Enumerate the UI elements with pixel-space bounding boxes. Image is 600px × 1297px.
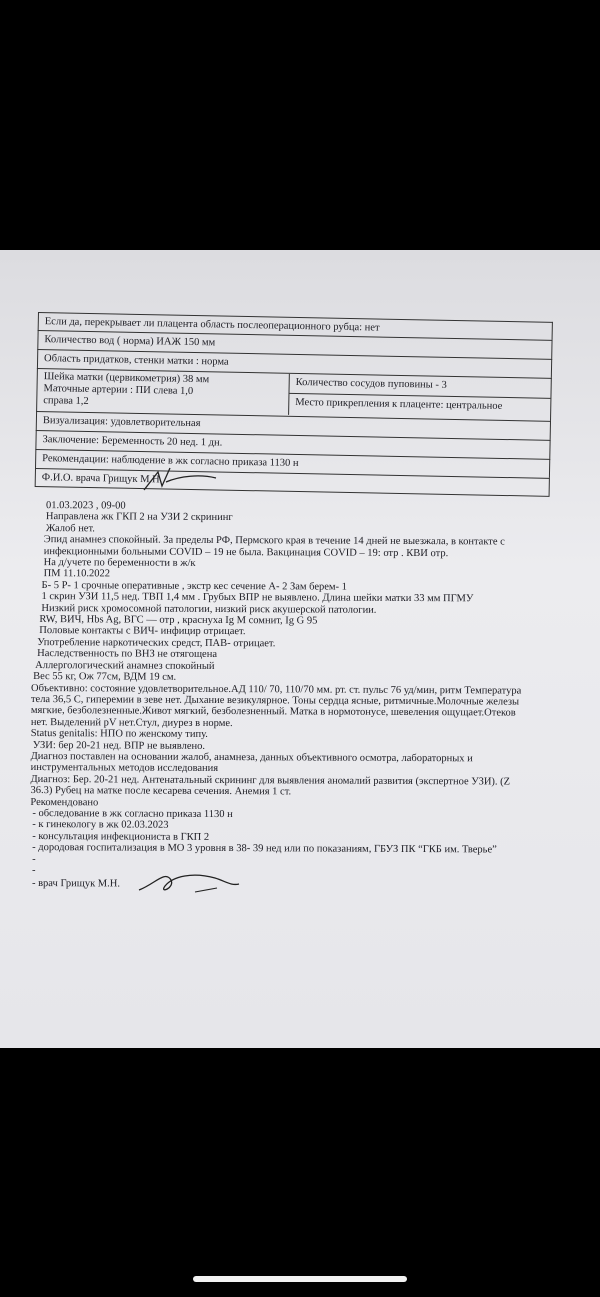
home-indicator[interactable] [193, 1276, 407, 1282]
note-line: 36.3) Рубец на матке после кесарева сечения. Анемия 1 ст. [30, 785, 292, 798]
water-row: Количество вод ( норма) ИАЖ 150 мм [37, 330, 552, 359]
uterine-arteries-right-text: справа 1,2 [43, 395, 89, 407]
note-line: Аллергологический анамнез спокойный [35, 659, 215, 672]
note-line: RW, ВИЧ, Hbs Ag, ВГС — отр , краснуха Ig M сомнит, Ig G 95 [39, 614, 318, 627]
note-line: - [32, 853, 36, 865]
note-line: ПМ 11.10.2022 [43, 568, 111, 580]
note-line: Диагноз поставлен на основании жалоб, анамнеза, данных объективного осмотра, лабораторных и [30, 750, 473, 765]
cervix-text: Шейка матки (цервикометрия) 38 мм [43, 371, 210, 386]
document-page [0, 250, 600, 1048]
note-line: Рекомендовано [30, 796, 99, 808]
uterine-arteries-text: Маточные артерии : ПИ слева 1,0 [43, 383, 194, 397]
note-line: Низкий риск хромосомной патологии, низкий риск акушерской патологии. [41, 602, 377, 616]
visualization-row: Визуализация: удовлетворительная [36, 411, 551, 440]
note-line: нет. Выделений pV нет.Стул, диурез в норме. [30, 716, 233, 729]
note-line: Эпид анамнез спокойный. За пределы РФ, Пермского края в течение 14 дней не выезжала, в контакте с [43, 534, 505, 548]
vessels-cell: Количество сосудов пуповины - 3 [289, 374, 550, 399]
conclusion-row: Заключение: Беременность 20 нед. 1 дн. [35, 430, 550, 459]
note-line: Б- 5 Р- 1 срочные оперативные , экстр кес сечение А- 2 Зам берем- 1 [41, 579, 347, 593]
note-line: - [32, 865, 36, 877]
note-line: Жалоб нет. [45, 522, 95, 535]
placenta-scar-row: Если да, перекрывает ли плацента область послеоперационного рубца: нет [38, 312, 553, 340]
note-line: Status genitalis: НПО по женскому типу. [30, 728, 208, 741]
medical-notes [28, 500, 550, 893]
note-line: Направлена жк ГКП 2 на УЗИ 2 скрининг [45, 511, 233, 524]
note-line: Вес 55 кг, Ож 77см, ВДМ 19 см. [33, 671, 177, 683]
placenta-site-cell: Место прикрепления к плаценте: центральное [295, 396, 503, 412]
signature-1 [140, 462, 220, 496]
signature-2 [135, 862, 245, 902]
note-line: 01.03.2023 , 09-00 [45, 500, 126, 512]
doctor-row: Ф.И.О. врача Грищук М.Н. [35, 468, 550, 497]
note-line: Половые контакты с ВИЧ- инфицир отрицает. [39, 625, 246, 638]
cervix-cell [37, 369, 290, 415]
note-line: - к гинекологу в жк 02.03.2023 [32, 819, 169, 832]
note-line: мягкие, безболезненные.Живот мягкий, безболезненный. Матка в нормотонусе, шевеления ощущает.Отеков [30, 705, 516, 719]
note-line: тела 36,5 С, гиперемии в зеве нет. Дыхание везикулярное. Тоны сердца ясные, ритмичные.Молочные железы [30, 693, 520, 708]
note-line: Наследственность по ВНЗ не отягощена [37, 648, 218, 661]
signature-line: - врач Грищук М.Н. [31, 878, 121, 890]
note-line: - дородовая госпитализация в МО 3 уровня в 38- 39 нед или по показаниям, ГБУЗ ПК “ГКБ им. Тверье” [32, 842, 497, 856]
note-line: инструментальных методов исследования [30, 762, 219, 775]
note-line: УЗИ: бер 20-21 нед. ВПР не выявлено. [32, 739, 206, 752]
note-line: инфекционными больными COVID – 19 не была. Вакцинация COVID – 19: отр . КВИ отр. [43, 545, 449, 559]
note-line: Объективно: состояние удовлетворительное.АД 110/ 70, 110/70 мм. рт. ст. пульс 76 уд/мин, ритм Температура [30, 682, 522, 697]
recommendations-row: Рекомендации: наблюдение в жк согласно приказа 1130 н [35, 449, 550, 478]
adnexa-row: Область придатков, стенки матки : норма [37, 349, 552, 378]
note-line: 1 скрин УЗИ 11,5 нед. ТВП 1,4 мм . Грубых ВПР не выявлено. Длина шейки матки 33 мм ПГМУ [41, 591, 474, 605]
note-line: - консультация инфекциониста в ГКП 2 [32, 830, 210, 843]
note-line: Употребление наркотических средст, ПАВ- отрицает. [37, 636, 276, 650]
note-line: - обследование в жк согласно приказа 1130 н [32, 807, 233, 821]
note-line: Диагноз: Бер. 20-21 нед. Антенатальный скрининг для выявления аномалий развития (экспертное УЗИ). (Z [30, 773, 511, 788]
note-line: На д/учете по беременности в ж/к [43, 557, 196, 569]
